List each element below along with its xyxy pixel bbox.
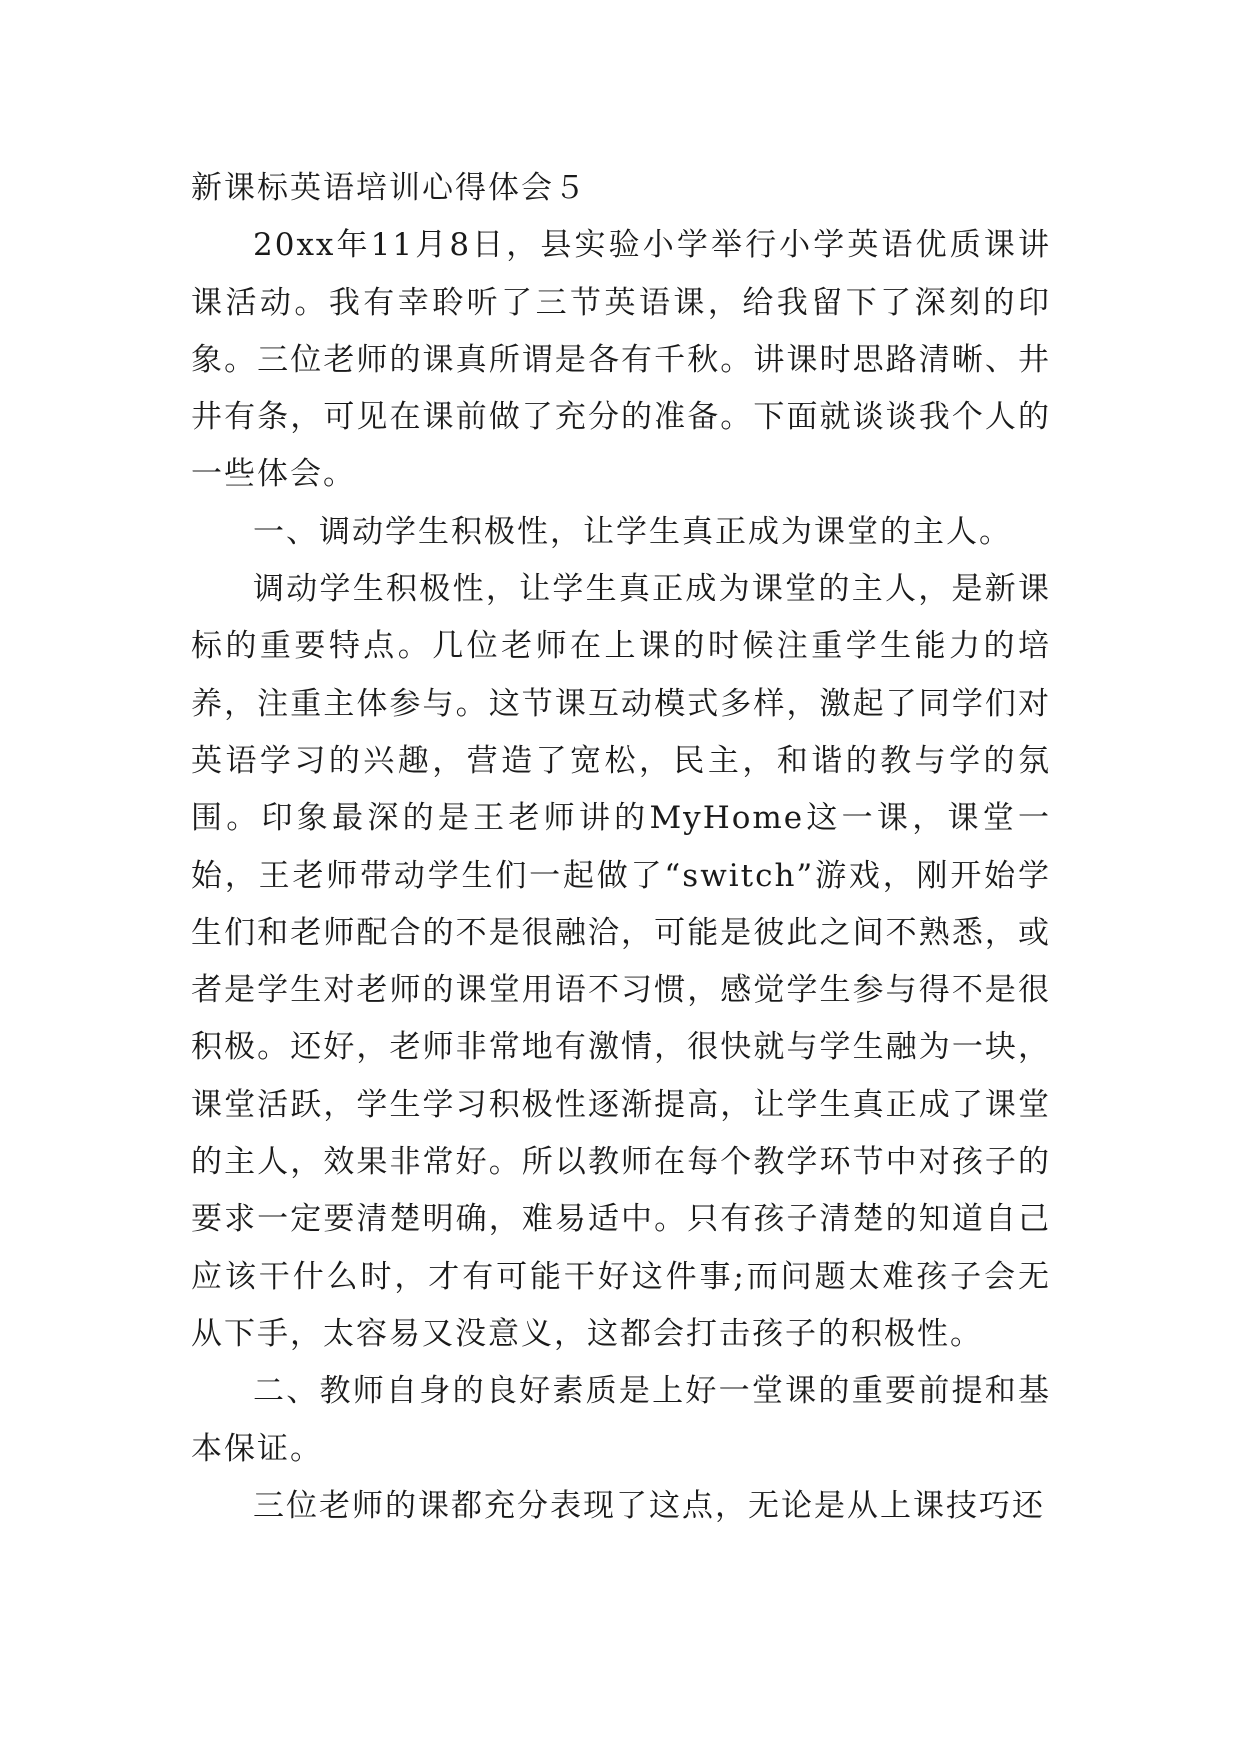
paragraph-section-1: 调动学生积极性，让学生真正成为课堂的主人，是新课标的重要特点。几位老师在上课的时候注重学生能力的培养，注重主体参与。这节课互动模式多样，激起了同学们对英语学习的兴趣，营造了宽松，民主，和谐的教与学的氛围。印象最深的是王老师讲的MyHome这一课，课堂一始，王老师带动学生们一起做了“switch”游戏，刚开始学生们和老师配合的不是很融洽，可能是彼此之间不熟悉，或者是学生对老师的课堂用语不习惯，感觉学生参与得不是很积极。还好，老师非常地有激情，很快就与学生融为一块，课堂活跃，学生学习积极性逐渐提高，让学生真正成了课堂的主人，效果非常好。所以教师在每个教学环节中对孩子的要求一定要清楚明确，难易适中。只有孩子清楚的知道自己应该干什么时，才有可能干好这件事;而问题太难孩子会无从下手，太容易又没意义，这都会打击孩子的积极性。: [191, 571, 1051, 1352]
paragraph-section-2: 三位老师的课都充分表现了这点，无论是从上课技巧还: [253, 1487, 1045, 1524]
paragraph-intro: 20xx年11月8日，县实验小学举行小学英语优质课讲课活动。我有幸聆听了三节英语课，给我留下了深刻的印象。三位老师的课真所谓是各有千秋。讲课时思路清晰、井井有条，可见在课前做了充分的准备。下面就谈谈我个人的一些体会。: [191, 227, 1051, 493]
section-heading-2: 二、教师自身的良好素质是上好一堂课的重要前提和基本保证。: [191, 1373, 1051, 1467]
document-body: [191, 160, 1051, 1535]
document-title: 新课标英语培训心得体会５: [191, 170, 587, 206]
section-heading-1: 一、调动学生积极性，让学生真正成为课堂的主人。: [253, 513, 1012, 550]
